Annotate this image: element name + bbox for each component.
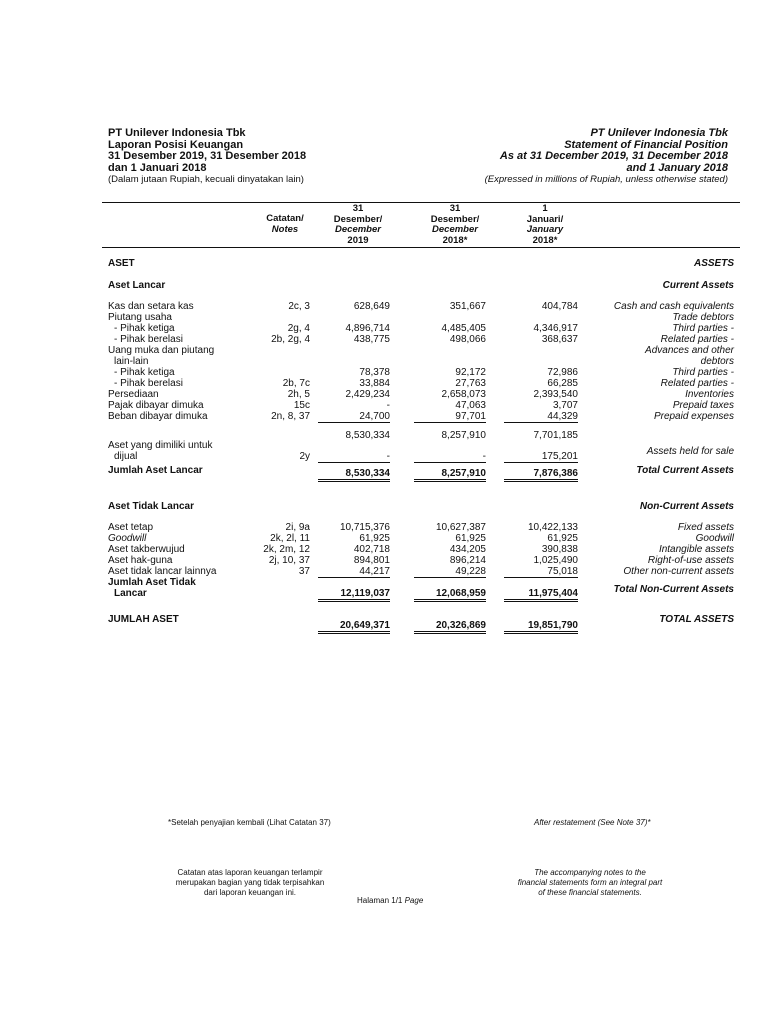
row-note: 2b, 7c xyxy=(282,378,310,389)
table-row xyxy=(0,301,768,312)
value-jan-2018: 3,707 xyxy=(552,400,578,411)
value-2018: 61,925 xyxy=(455,533,486,544)
value-2018: 20,326,869 xyxy=(414,620,486,634)
report-title-id: Laporan Posisi Keuangan xyxy=(108,138,244,151)
row-label-en: Cash and cash equivalents xyxy=(613,301,734,312)
notes-statement-en: The accompanying notes to the financial statements form an integral part of these financial statements. xyxy=(517,868,663,897)
value-2019: 78,378 xyxy=(359,367,390,378)
section-label-en: Current Assets xyxy=(662,280,734,291)
value-jan-2018: 7,701,185 xyxy=(533,430,578,441)
report-dates-id: 31 Desember 2019, 31 Desember 2018 xyxy=(108,150,307,162)
row-label-id: Kas dan setara kas xyxy=(108,301,194,312)
header-indonesian xyxy=(108,128,408,186)
row-label-en: Related parties - xyxy=(660,378,734,389)
table-row xyxy=(0,533,768,544)
page-number: Halaman 1/1 Page xyxy=(357,896,424,905)
value-jan-2018: 11,975,404 xyxy=(504,588,578,602)
value-2018: 27,763 xyxy=(455,378,486,389)
row-label-id: Aset tidak lancar lainnya xyxy=(108,566,217,577)
units-note-en: (Expressed in millions of Rupiah, unless otherwise stated) xyxy=(484,174,728,185)
row-label-id: Aset tetap xyxy=(108,522,154,533)
row-label-en: Inventories xyxy=(685,389,734,400)
row-label-en: Related parties - xyxy=(660,334,734,345)
row-label-id: Lancar xyxy=(114,588,147,599)
value-2018: - xyxy=(414,451,486,463)
value-2018: 2,658,073 xyxy=(441,389,486,400)
section-current-assets xyxy=(0,280,768,291)
section-label-en: Non-Current Assets xyxy=(639,501,734,512)
table-row xyxy=(0,566,768,577)
total-non-current-assets-row xyxy=(0,588,768,599)
row-label-id: - Pihak berelasi xyxy=(114,378,183,389)
report-dates-en-2: and 1 January 2018 xyxy=(626,161,728,174)
notes-statement-id: Catatan atas laporan keuangan terlampir merupakan bagian yang tidak terpisahkan dari laporan keuangan ini. xyxy=(175,868,325,897)
value-2018: 92,172 xyxy=(455,367,486,378)
value-jan-2018: 72,986 xyxy=(547,367,578,378)
table-row xyxy=(0,400,768,411)
value-2018: 12,068,959 xyxy=(414,588,486,602)
value-jan-2018: 390,838 xyxy=(541,544,578,555)
row-label-id: Aset yang dimiliki untuk xyxy=(108,440,213,451)
value-jan-2018: 7,876,386 xyxy=(504,468,578,482)
row-label-id: Persediaan xyxy=(108,389,159,400)
table-row xyxy=(0,334,768,345)
table-row xyxy=(0,544,768,555)
total-assets-row xyxy=(0,620,768,631)
value-2018: 8,257,910 xyxy=(441,430,486,441)
row-label-id: Jumlah Aset Lancar xyxy=(108,465,203,476)
row-label-en: Third parties - xyxy=(672,323,734,334)
company-name-en: PT Unilever Indonesia Tbk xyxy=(590,127,728,139)
row-label-en: Total Non-Current Assets xyxy=(613,584,734,595)
row-label-en: Intangible assets xyxy=(658,544,734,555)
value-jan-2018: 175,201 xyxy=(504,451,578,463)
row-note: 2n, 8, 37 xyxy=(271,411,310,422)
row-label-id: JUMLAH ASET xyxy=(108,614,179,625)
table-row xyxy=(0,378,768,389)
value-jan-2018: 4,346,917 xyxy=(533,323,578,334)
row-label-en: Assets held for sale xyxy=(646,446,734,457)
row-note: 2j, 10, 37 xyxy=(268,555,310,566)
value-jan-2018: 19,851,790 xyxy=(504,620,578,634)
held-for-sale-row xyxy=(0,451,768,462)
value-2018: 498,066 xyxy=(449,334,486,345)
column-header-2018: 31 Desember/ December 2018* xyxy=(430,203,480,246)
value-2019: 20,649,371 xyxy=(318,620,390,634)
value-2019: 402,718 xyxy=(353,544,390,555)
value-2018: 10,627,387 xyxy=(435,522,486,533)
row-label-en: Advances and other xyxy=(645,345,734,356)
row-label-en: Fixed assets xyxy=(677,522,734,533)
table-row xyxy=(0,522,768,533)
value-2019: 24,700 xyxy=(318,411,390,423)
row-note: 2k, 2m, 12 xyxy=(263,544,310,555)
restatement-note-id: *Setelah penyajian kembali (Lihat Catatan 37) xyxy=(168,818,331,827)
table-row xyxy=(0,356,768,367)
row-label-id: - Pihak ketiga xyxy=(114,323,175,334)
value-2018: 4,485,405 xyxy=(441,323,486,334)
value-2018: 8,257,910 xyxy=(414,468,486,482)
value-2018: 351,667 xyxy=(449,301,486,312)
value-2019: 10,715,376 xyxy=(339,522,390,533)
section-label-id: Aset Tidak Lancar xyxy=(108,501,194,512)
units-note-id: (Dalam jutaan Rupiah, kecuali dinyatakan lain) xyxy=(108,174,304,185)
row-note: 2b, 2g, 4 xyxy=(271,334,310,345)
row-label-id: lain-lain xyxy=(114,356,149,367)
row-label-en: Prepaid taxes xyxy=(672,400,734,411)
company-name-id: PT Unilever Indonesia Tbk xyxy=(108,127,246,139)
value-2019: - xyxy=(386,400,390,411)
row-label-id: Jumlah Aset Tidak xyxy=(108,577,196,588)
row-label-en: Other non-current assets xyxy=(623,566,734,577)
value-jan-2018: 368,637 xyxy=(541,334,578,345)
column-header-jan-2018: 1 Januari/ January 2018* xyxy=(526,203,564,246)
value-jan-2018: 1,025,490 xyxy=(533,555,578,566)
table-row xyxy=(0,411,768,422)
row-note: 2h, 5 xyxy=(287,389,310,400)
report-dates-en: As at 31 December 2019, 31 December 2018 xyxy=(499,150,728,162)
value-jan-2018: 2,393,540 xyxy=(533,389,578,400)
value-jan-2018: 61,925 xyxy=(547,533,578,544)
value-jan-2018: 404,784 xyxy=(541,301,578,312)
row-note: 2g, 4 xyxy=(287,323,310,334)
table-row xyxy=(0,312,768,323)
row-label-en: Goodwill xyxy=(695,533,734,544)
value-2019: 33,884 xyxy=(359,378,390,389)
row-label-id: Goodwill xyxy=(108,533,147,544)
value-2019: 894,801 xyxy=(353,555,390,566)
row-label-id: Aset takberwujud xyxy=(108,544,185,555)
value-2019: - xyxy=(318,451,390,463)
row-label-en: Trade debtors xyxy=(672,312,734,323)
value-2019: 628,649 xyxy=(353,301,390,312)
table-row xyxy=(0,345,768,356)
row-label-en: TOTAL ASSETS xyxy=(659,614,734,625)
column-header-2019: 31 Desember/ December 2019 xyxy=(333,203,383,246)
value-2018: 47,063 xyxy=(455,400,486,411)
row-label-id: dijual xyxy=(114,451,138,462)
table-row xyxy=(0,367,768,378)
value-jan-2018: 66,285 xyxy=(547,378,578,389)
table-row xyxy=(0,323,768,334)
value-2019: 12,119,037 xyxy=(318,588,390,602)
row-label-id: Pajak dibayar dimuka xyxy=(108,400,204,411)
value-2018: 49,228 xyxy=(414,566,486,578)
row-note: 2y xyxy=(299,451,310,462)
total-current-assets-values xyxy=(0,468,768,479)
row-label-en: Right-of-use assets xyxy=(647,555,734,566)
row-note: 2i, 9a xyxy=(285,522,310,533)
section-assets xyxy=(0,258,768,269)
value-2019: 2,429,234 xyxy=(345,389,390,400)
row-label-en: Third parties - xyxy=(672,367,734,378)
table-row xyxy=(0,555,768,566)
value-jan-2018: 75,018 xyxy=(504,566,578,578)
restatement-note-en: After restatement (See Note 37)* xyxy=(534,818,651,827)
section-label-en: ASSETS xyxy=(693,258,734,269)
row-label-id: - Pihak berelasi xyxy=(114,334,183,345)
section-non-current-assets xyxy=(0,501,768,512)
value-jan-2018: 44,329 xyxy=(504,411,578,423)
row-label-en: Prepaid expenses xyxy=(653,411,734,422)
value-2018: 434,205 xyxy=(449,544,486,555)
section-label-id: ASET xyxy=(108,258,135,269)
row-label-en: Total Current Assets xyxy=(636,465,734,476)
table-header-rule xyxy=(102,247,740,248)
row-note: 37 xyxy=(298,566,310,577)
value-2019: 44,217 xyxy=(318,566,390,578)
row-label-en: debtors xyxy=(700,356,734,367)
value-2018: 896,214 xyxy=(449,555,486,566)
row-label-id: Aset hak-guna xyxy=(108,555,173,566)
value-2019: 438,775 xyxy=(353,334,390,345)
row-label-id: Uang muka dan piutang xyxy=(108,345,215,356)
value-2019: 8,530,334 xyxy=(318,468,390,482)
table-top-rule xyxy=(102,202,740,203)
column-header-notes: Catatan/ Notes xyxy=(266,213,304,235)
value-2018: 97,701 xyxy=(414,411,486,423)
row-note: 2c, 3 xyxy=(288,301,310,312)
row-note: 15c xyxy=(293,400,310,411)
row-label-id: - Pihak ketiga xyxy=(114,367,175,378)
value-2019: 4,896,714 xyxy=(345,323,390,334)
value-2019: 61,925 xyxy=(359,533,390,544)
value-2019: 8,530,334 xyxy=(345,430,390,441)
row-label-id: Piutang usaha xyxy=(108,312,172,323)
value-jan-2018: 10,422,133 xyxy=(527,522,578,533)
header-english xyxy=(398,128,728,186)
report-dates-id-2: dan 1 Januari 2018 xyxy=(108,161,207,174)
row-note: 2k, 2l, 11 xyxy=(270,533,310,544)
report-title-en: Statement of Financial Position xyxy=(564,138,728,151)
section-label-id: Aset Lancar xyxy=(108,280,166,291)
row-label-id: Beban dibayar dimuka xyxy=(108,411,208,422)
table-row xyxy=(0,389,768,400)
